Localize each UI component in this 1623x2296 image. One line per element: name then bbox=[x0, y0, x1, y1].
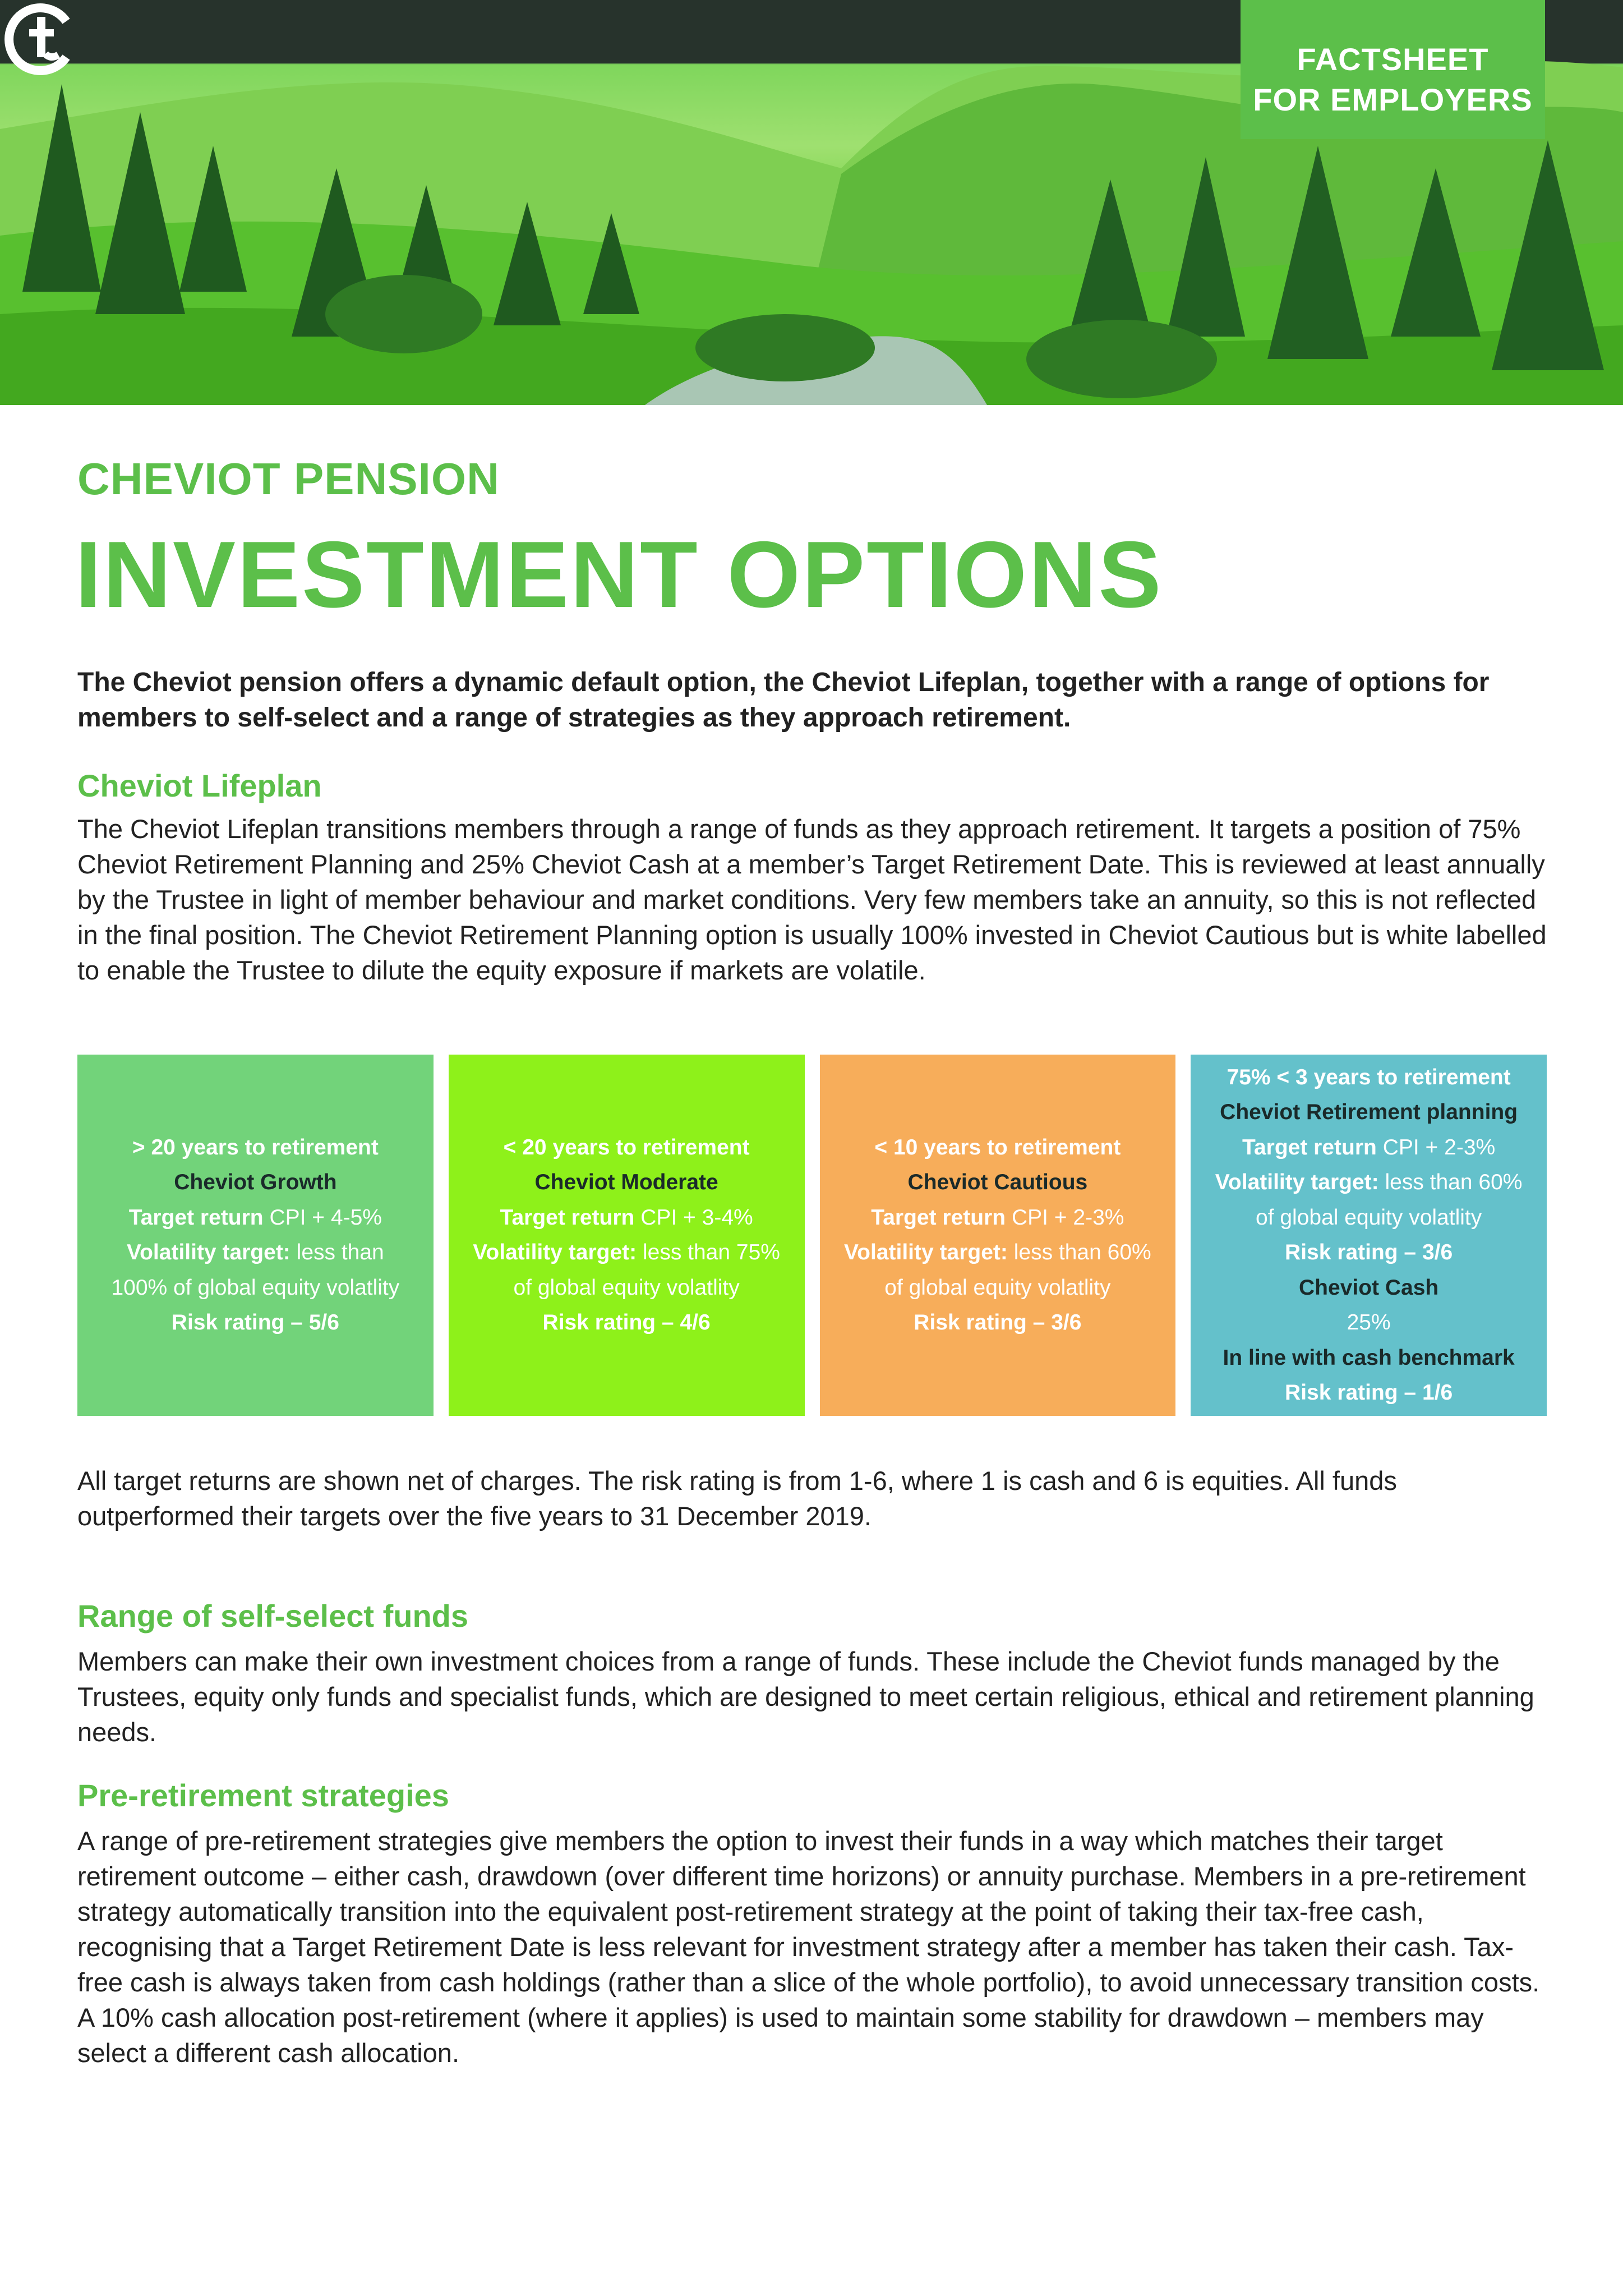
intro-paragraph: The Cheviot pension offers a dynamic default option, the Cheviot Lifeplan, together with a range of options for members to self-select and a range of strategies as they approach retirement. bbox=[77, 668, 1490, 733]
volatility-value: less than 75% bbox=[637, 1240, 780, 1264]
cash-fund-name: Cheviot Cash bbox=[1299, 1275, 1439, 1300]
fund-box-cautious bbox=[820, 1055, 1176, 1416]
self-select-heading: Range of self-select funds bbox=[77, 1598, 469, 1634]
lifeplan-heading: Cheviot Lifeplan bbox=[77, 768, 322, 803]
volatility-value-cont: of global equity volatlity bbox=[1256, 1205, 1482, 1230]
pre-retirement-heading: Pre-retirement strategies bbox=[77, 1778, 449, 1813]
fund-stage: 75% < 3 years to retirement bbox=[1227, 1065, 1511, 1089]
volatility-value: less than bbox=[290, 1240, 384, 1264]
volatility-label: Volatility target: bbox=[844, 1240, 1008, 1264]
volatility-value: less than 60% bbox=[1378, 1170, 1523, 1194]
volatility-line bbox=[844, 1235, 1151, 1271]
risk-rating: Risk rating – 4/6 bbox=[542, 1310, 711, 1335]
target-return-value: CPI + 3-4% bbox=[634, 1205, 753, 1230]
self-select-body: Members can make their own investment choices from a range of funds. These include the Cheviot funds managed by the Trustees, equity only funds and specialist funds, which are designed to meet certain religious, ethical and retirement planning needs. bbox=[77, 1646, 1534, 1747]
volatility-label: Volatility target: bbox=[126, 1240, 291, 1264]
header-photo bbox=[0, 0, 1623, 405]
cash-benchmark: In line with cash benchmark bbox=[1223, 1345, 1515, 1370]
volatility-label: Volatility target: bbox=[1215, 1170, 1379, 1194]
target-return-label: Target return bbox=[128, 1205, 264, 1230]
fund-name: Cheviot Growth bbox=[174, 1170, 337, 1194]
target-return-line bbox=[1242, 1130, 1495, 1166]
factsheet-tag-line2: FOR EMPLOYERS bbox=[1253, 82, 1533, 117]
target-return-line bbox=[129, 1200, 382, 1236]
lifeplan-body: The Cheviot Lifeplan transitions members through a range of funds as they approach retirement. It targets a position of 75% Cheviot Retirement Planning and 25% Cheviot Cash at a member’s Target Retirement Date. This is reviewed at least annually by the Trustee in light of member behaviour and market conditions. Very few members take an annuity, so this is not reflected in the final position. The Cheviot Retirement Planning option is usually 100% invested in Cheviot Cautious but is white labelled to enable the Trustee to dilute the equity exposure if markets are volatile. bbox=[77, 814, 1547, 985]
volatility-value: less than 60% bbox=[1007, 1240, 1151, 1264]
volatility-value-cont: 100% of global equity volatlity bbox=[111, 1275, 400, 1300]
cheviot-logo-icon bbox=[0, 0, 79, 79]
target-return-line bbox=[500, 1200, 753, 1236]
fund-box-growth bbox=[77, 1055, 434, 1416]
volatility-label: Volatility target: bbox=[473, 1240, 637, 1264]
risk-rating: Risk rating – 3/6 bbox=[914, 1310, 1082, 1335]
risk-rating: Risk rating – 5/6 bbox=[171, 1310, 339, 1335]
fund-name: Cheviot Retirement planning bbox=[1220, 1100, 1518, 1124]
fund-stage: > 20 years to retirement bbox=[132, 1135, 379, 1159]
pre-retirement-body: A range of pre-retirement strategies give members the option to invest their funds in a way which matches their target retirement outcome – either cash, drawdown (over different time horizons) or annuity purchase. Members in a pre-retirement strategy automatically transition into the equivalent post-retirement strategy at the point of taking their tax-free cash, recognising that a Target Retirement Date is less relevant for investment strategy after a member has taken their cash. Tax-free cash is always taken from cash holdings (rather than a slice of the whole portfolio), to avoid unnecessary transition costs. A 10% cash allocation post-retirement (where it applies) is used to maintain some stability for drawdown – members may select a different cash allocation. bbox=[77, 1826, 1540, 2068]
page-kicker: CHEVIOT PENSION bbox=[77, 454, 500, 504]
volatility-line bbox=[1215, 1165, 1523, 1200]
fund-stage: < 10 years to retirement bbox=[874, 1135, 1121, 1159]
target-return-label: Target return bbox=[500, 1205, 635, 1230]
target-return-value: CPI + 2-3% bbox=[1006, 1205, 1124, 1230]
target-return-value: CPI + 2-3% bbox=[1376, 1135, 1496, 1159]
target-return-value: CPI + 4-5% bbox=[263, 1205, 382, 1230]
fund-box-retirement-planning bbox=[1191, 1055, 1547, 1416]
target-return-line bbox=[871, 1200, 1124, 1236]
fund-name: Cheviot Cautious bbox=[907, 1170, 1088, 1194]
target-return-label: Target return bbox=[1242, 1135, 1377, 1159]
page-title: INVESTMENT OPTIONS bbox=[75, 522, 1163, 627]
volatility-value-cont: of global equity volatlity bbox=[513, 1275, 740, 1300]
volatility-line bbox=[473, 1235, 780, 1271]
fund-name: Cheviot Moderate bbox=[534, 1170, 718, 1194]
risk-rating: Risk rating – 3/6 bbox=[1285, 1240, 1453, 1264]
volatility-line bbox=[127, 1235, 384, 1271]
volatility-value-cont: of global equity volatlity bbox=[884, 1275, 1111, 1300]
target-return-label: Target return bbox=[871, 1205, 1006, 1230]
charges-note: All target returns are shown net of charges. The risk rating is from 1-6, where 1 is cash and 6 is equities. All funds outperformed their targets over the five years to 31 December 2019. bbox=[77, 1466, 1397, 1531]
cash-risk-rating: Risk rating – 1/6 bbox=[1285, 1381, 1453, 1405]
cash-percentage: 25% bbox=[1347, 1310, 1391, 1335]
fund-stage-boxes bbox=[77, 1055, 1547, 1416]
fund-box-moderate bbox=[449, 1055, 805, 1416]
fund-stage: < 20 years to retirement bbox=[503, 1135, 750, 1159]
factsheet-tag bbox=[1241, 0, 1545, 139]
factsheet-tag-line1: FACTSHEET bbox=[1297, 42, 1489, 77]
